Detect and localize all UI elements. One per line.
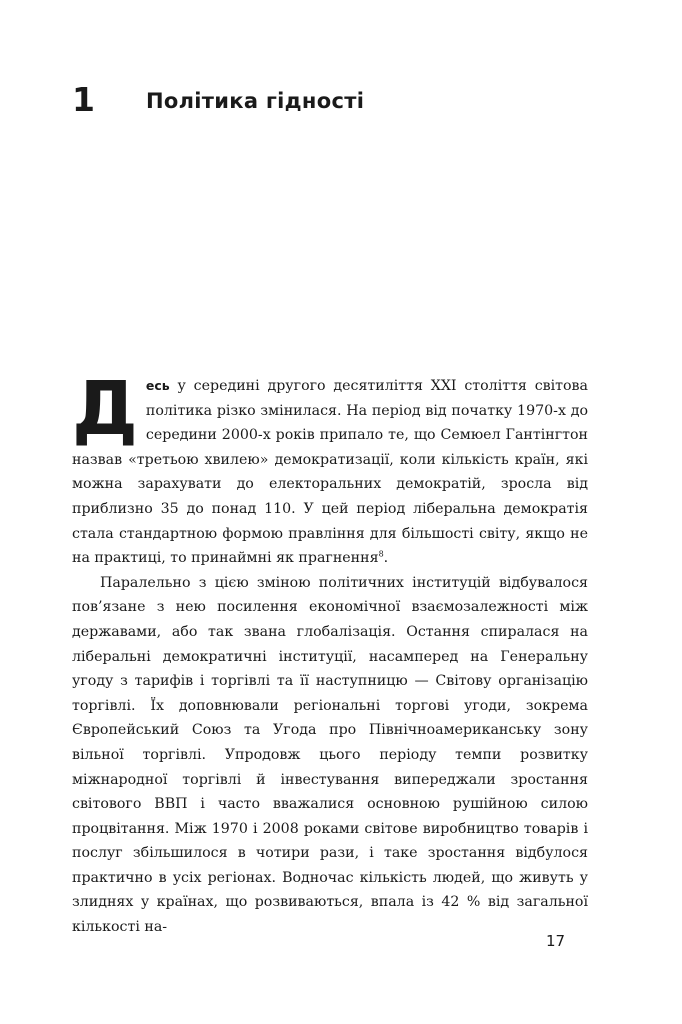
lead-word: есь xyxy=(145,378,170,393)
paragraph-1 xyxy=(72,366,588,571)
paragraph-1-text: у середині другого десятиліття XXI століття світова політика різко змінилася. На період від початку 1970-х до середини 2000-х років припало те, що Семюел Гантінгтон назвав «третьою хвилею» демократизації, коли кількість країн, які можна зарахувати до електоральних демократій, зросла від приблизно 35 до понад 110. У цей період ліберальна демократія стала стандартною формою правління для більшості світу, якщо не на практиці, то принаймні як прагнення xyxy=(72,378,588,567)
chapter-title: Політика гідності xyxy=(146,89,365,113)
drop-cap: Д xyxy=(72,366,138,452)
paragraph-1-end: . xyxy=(383,550,389,567)
page-number: 17 xyxy=(546,932,566,950)
footnote-ref[interactable]: 8 xyxy=(378,549,384,559)
body-text xyxy=(72,366,588,940)
chapter-number: 1 xyxy=(72,80,95,119)
paragraph-2: Паралельно з цією зміною політичних інституцій відбувалося пов’язане з нею посилення економічної взаємозалежності між державами, або так звана глобалізація. Остання спиралася на ліберальні демократичні інституції, насамперед на Генеральну угоду з тарифів і торгівлі та її наступницю — Світову організацію торгівлі. Їх доповнювали регіональні торгові угоди, зокрема Європейський Союз та Угода про Північноамериканську зону вільної торгівлі. Упродовж цього періоду темпи розвитку міжнародної торгівлі й інвестування випереджали зростання світового ВВП і часто вважалися основною рушійною силою процвітання. Між 1970 і 2008 роками світове виробництво товарів і послуг збільшилося в чотири рази, і таке зростання відбулося практично в усіх регіонах. Водночас кількість людей, що живуть у злиднях у країнах, що розвиваються, впала із 42 % від загальної кількості на- xyxy=(72,574,588,936)
